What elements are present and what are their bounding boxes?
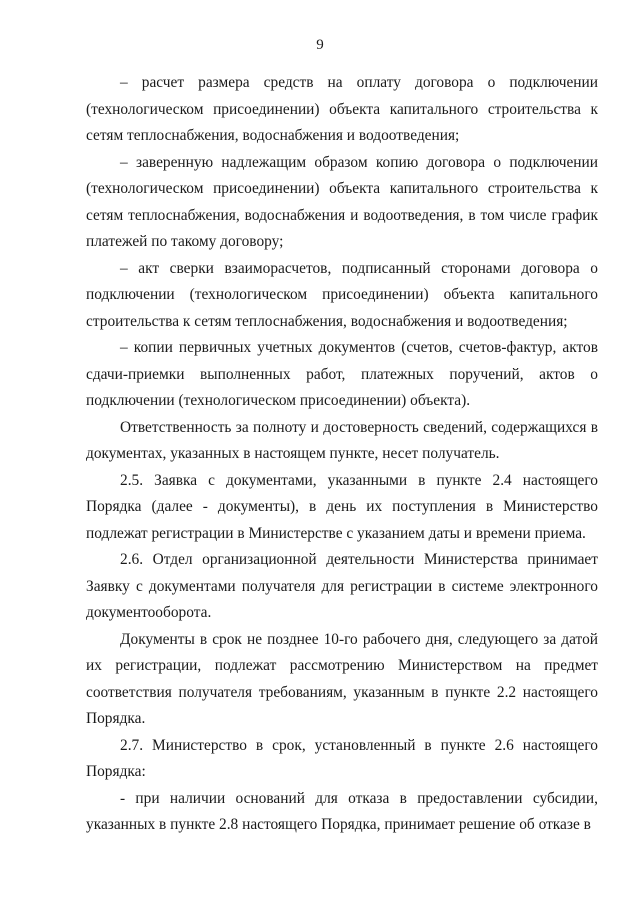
paragraph-reconciliation-act: – акт сверки взаиморасчетов, подписанный сторонами договора о подключении (технологическом присоединении) объекта капитального строительства к сетям теплоснабжения, водоснабжения и водоотведения; bbox=[86, 259, 598, 330]
paragraph-primary-documents: – копии первичных учетных документов (счетов, счетов-фактур, актов сдачи-приемки выполненных работ, платежных поручений, актов о подключении (технологическом присоединении) объекта). bbox=[86, 339, 598, 409]
paragraph-2-7: 2.7. Министерство в срок, установленный в пункте 2.6 настоящего Порядка: bbox=[86, 736, 598, 780]
paragraph-2-5: 2.5. Заявка с документами, указанными в пункте 2.4 настоящего Порядка (далее - документы), в день их поступления в Министерство подлежат регистрации в Министерстве с указанием даты и времени приема. bbox=[86, 471, 598, 542]
paragraph-review-deadline: Документы в срок не позднее 10-го рабочего дня, следующего за датой их регистрации, подлежат рассмотрению Министерством на предмет соответствия получателя требованиям, указанным в пункте 2.2 настоящего Порядка. bbox=[86, 630, 598, 727]
paragraph-responsibility: Ответственность за полноту и достоверность сведений, содержащихся в документах, указанных в настоящем пункте, несет получатель. bbox=[86, 418, 598, 462]
paragraph-contract-copy: – заверенную надлежащим образом копию договора о подключении (технологическом присоединении) объекта капитального строительства к сетям теплоснабжения, водоснабжения и водоотведения, в том числе график платежей по такому договору; bbox=[86, 153, 598, 250]
paragraph-2-6: 2.6. Отдел организационной деятельности Министерства принимает Заявку с документами получателя для регистрации в системе электронного документооборота. bbox=[86, 551, 598, 621]
page-number: 9 bbox=[316, 37, 324, 53]
paragraph-settlement-calculation: – расчет размера средств на оплату договора о подключении (технологическом присоединении) объекта капитального строительства к сетям теплоснабжения, водоснабжения и водоотведения; bbox=[86, 74, 598, 144]
paragraph-refusal-grounds: - при наличии оснований для отказа в предоставлении субсидии, указанных в пункте 2.8 настоящего Порядка, принимает решение об отказе в bbox=[86, 789, 598, 833]
body-text bbox=[86, 70, 598, 839]
